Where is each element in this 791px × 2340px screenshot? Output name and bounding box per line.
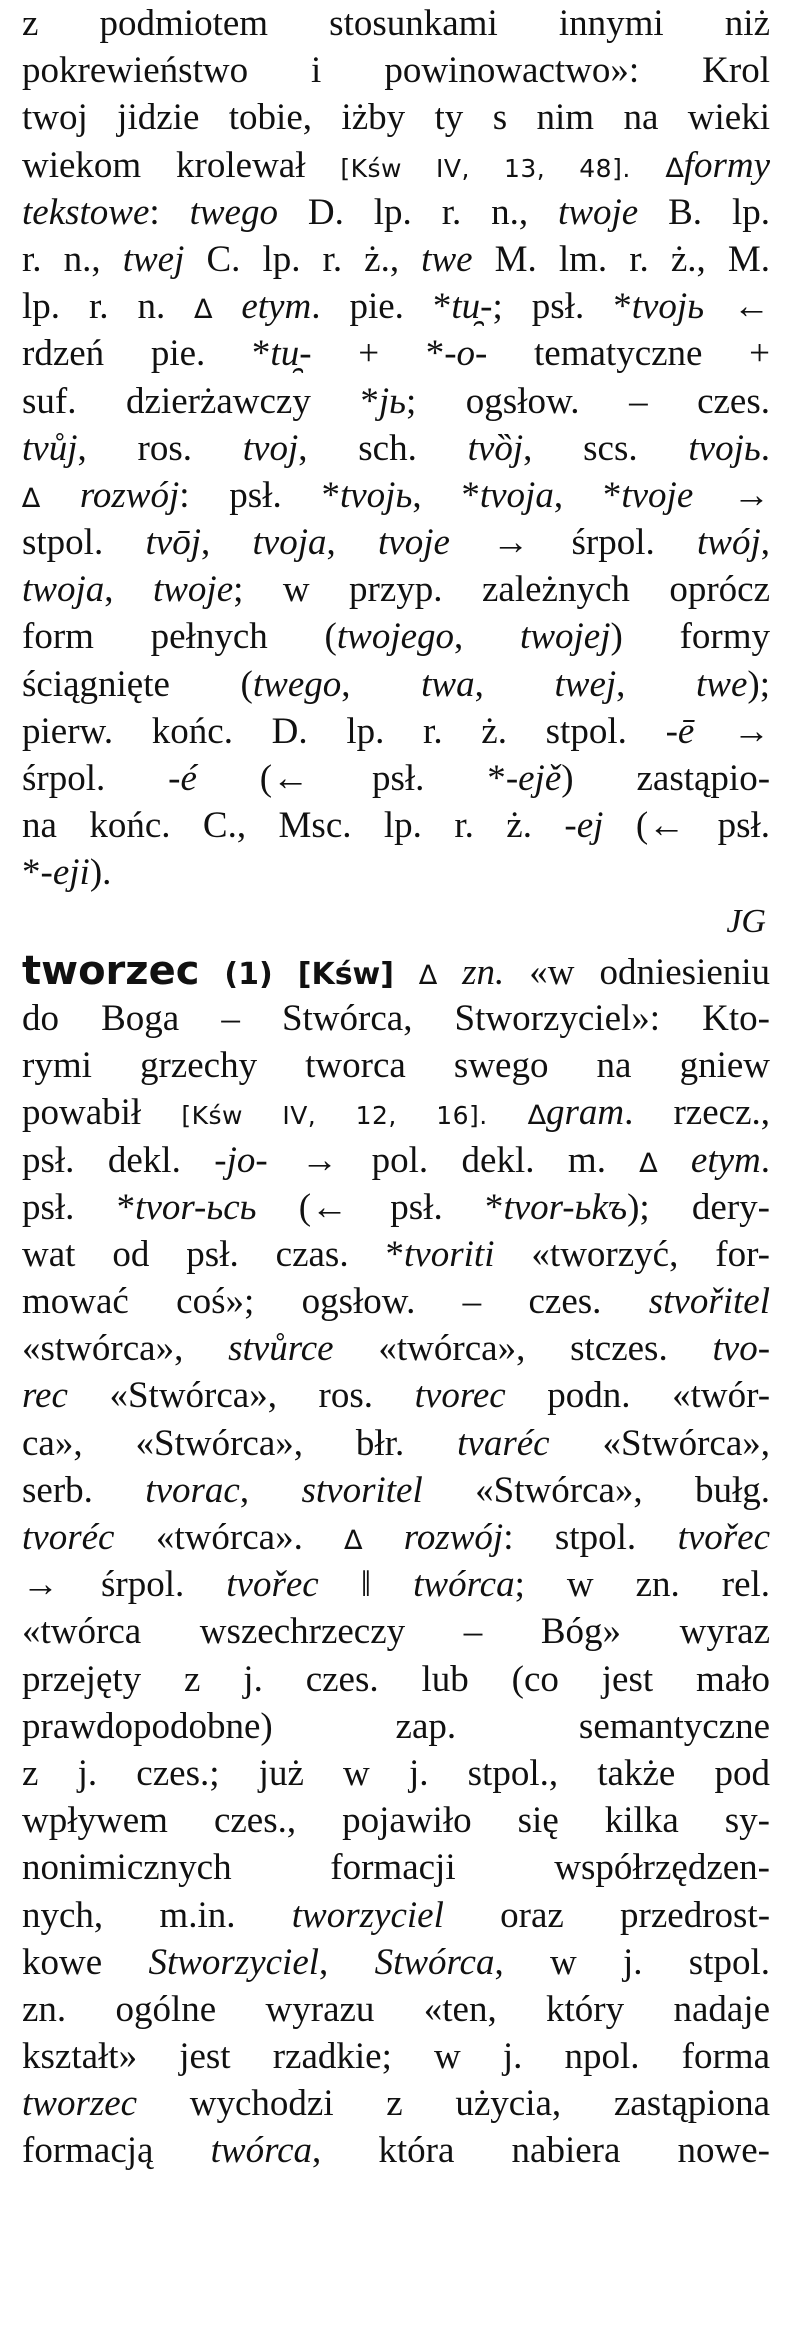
text-line: wiekom krolewał [Kśw IV, 13, 48]. ∆formy (22, 144, 771, 186)
dictionary-page (22, 0, 770, 2175)
text-line: śrpol. -é (← psł. *-ejě) zastąpio- (22, 758, 771, 799)
text-line: pierw. końc. D. lp. r. ż. stpol. -ē → (22, 710, 771, 752)
text-line: formacją twórca, która nabiera nowe- (22, 2130, 770, 2172)
text-line: rec «Stwórca», ros. tvorec podn. «twór- (22, 1375, 771, 1417)
text-line: wpływem czes., pojawiło się kilka sy- (22, 1800, 770, 1842)
text-line: na końc. C., Msc. lp. r. ż. -ej (← psł. (22, 805, 771, 847)
text-line: tekstowe: twego D. lp. r. n., twoje B. lp. (22, 191, 770, 233)
text-line: mować coś»; ogsłow. – czes. stvořitel (22, 1281, 771, 1323)
section-triangle-icon: ∆ (665, 152, 684, 184)
text-line: tvoréc «twórca». ∆ rozwój: stpol. tvořec (22, 1517, 771, 1558)
text-line: psł. *tvor-ьcь (← psł. *tvor-ьkъ); dery- (22, 1186, 771, 1228)
text-line: przejęty z j. czes. lub (co jest mało (22, 1658, 770, 1700)
text-line: twoj jidzie tobie, iżby ty s nim na wieki (22, 97, 770, 139)
text-line: pokrewieństwo i powinowactwo»: Krol (22, 50, 770, 92)
entry-tworzec (22, 948, 770, 2175)
text-line: → śrpol. tvořec ‖ twórca; w zn. rel. (22, 1564, 771, 1606)
text-line: «stwórca», stvůrce «twórca», stczes. tvo- (22, 1328, 771, 1370)
citation-ref: [Kśw IV, 12, 16]. (181, 1101, 488, 1131)
text-line: rymi grzechy tworca swego na gniew (22, 1045, 770, 1087)
text-line: kowe Stworzyciel, Stwórca, w j. stpol. (22, 1941, 771, 1983)
citation-ref: [Kśw IV, 13, 48]. (340, 153, 631, 183)
text-line: serb. tvorac, stvoritel «Stwórca», bułg. (22, 1469, 771, 1511)
text-line: *-eji). (22, 852, 112, 894)
text-line: suf. dzierżawczy *jь; ogsłow. – czes. (22, 380, 770, 422)
text-line: stpol. tvōj, tvoja, tvoje → śrpol. twój, (22, 522, 771, 564)
text-line: nonimicznych formacji współrzędzen- (22, 1847, 770, 1889)
section-triangle-icon: ∆ (194, 294, 213, 326)
text-line: nych, m.in. tworzyciel oraz przedrost- (22, 1894, 771, 1936)
section-triangle-icon: ∆ (639, 1147, 658, 1179)
text-line: tworzec wychodzi z użycia, zastąpiona (22, 2083, 770, 2125)
text-line: z j. czes.; już w j. stpol., także pod (22, 1752, 770, 1794)
text-line: kształt» jest rzadkie; w j. npol. forma (22, 2036, 770, 2078)
text-line: ∆ rozwój: psł. *tvojь, *tvoja, *tvoje → (22, 474, 771, 516)
section-triangle-icon: ∆ (344, 1525, 363, 1556)
entry-twoj-continuation (22, 0, 770, 944)
text-line: «twórca wszechrzeczy – Bóg» wyraz (22, 1611, 770, 1653)
section-triangle-icon: ∆ (419, 959, 438, 991)
text-line: lp. r. n. ∆ etym. pie. *tu̯-; psł. *tvojь ← (22, 286, 771, 328)
text-line: psł. dekl. -jo- → pol. dekl. m. ∆ etym. (22, 1139, 771, 1181)
text-line: z podmiotem stosunkami innymi niż (22, 3, 770, 44)
entry-head-line: tworzec (1) [Kśw] ∆ zn. «w odniesieniu (22, 947, 771, 994)
text-line: powabił [Kśw IV, 12, 16]. ∆gram. rzecz., (22, 1092, 770, 1134)
text-line: rdzeń pie. *tu̯- + *-o- tematyczne + (22, 333, 771, 375)
text-line: tvůj, ros. tvoj, sch. tvȍj, scs. tvojь. (22, 427, 770, 469)
author-signature: JG (726, 902, 766, 940)
section-triangle-icon: ∆ (22, 482, 41, 514)
text-line: r. n., twej C. lp. r. ż., twe M. lm. r. ż., M. (22, 238, 771, 280)
text-line: ca», «Stwórca», błr. tvaréc «Stwórca», (22, 1422, 771, 1464)
text-line: do Boga – Stwórca, Stworzyciel»: Kto- (22, 997, 770, 1039)
section-triangle-icon: ∆ (527, 1100, 546, 1132)
text-line: wat od psł. czas. *tvoriti «tworzyć, for- (22, 1233, 770, 1275)
headword: tworzec (22, 947, 200, 994)
text-line: zn. ogólne wyrazu «ten, który nadaje (22, 1988, 770, 2030)
source-label: [Kśw] (297, 956, 394, 992)
text-line: form pełnych (twojego, twojej) formy (22, 616, 770, 658)
text-line: twoja, twoje; w przyp. zależnych oprócz (22, 569, 770, 611)
text-line: prawdopodobne) zap. semantyczne (22, 1705, 770, 1747)
text-line: ściągnięte (twego, twa, twej, twe); (22, 663, 771, 705)
occurrence-count: (1) (224, 956, 273, 992)
